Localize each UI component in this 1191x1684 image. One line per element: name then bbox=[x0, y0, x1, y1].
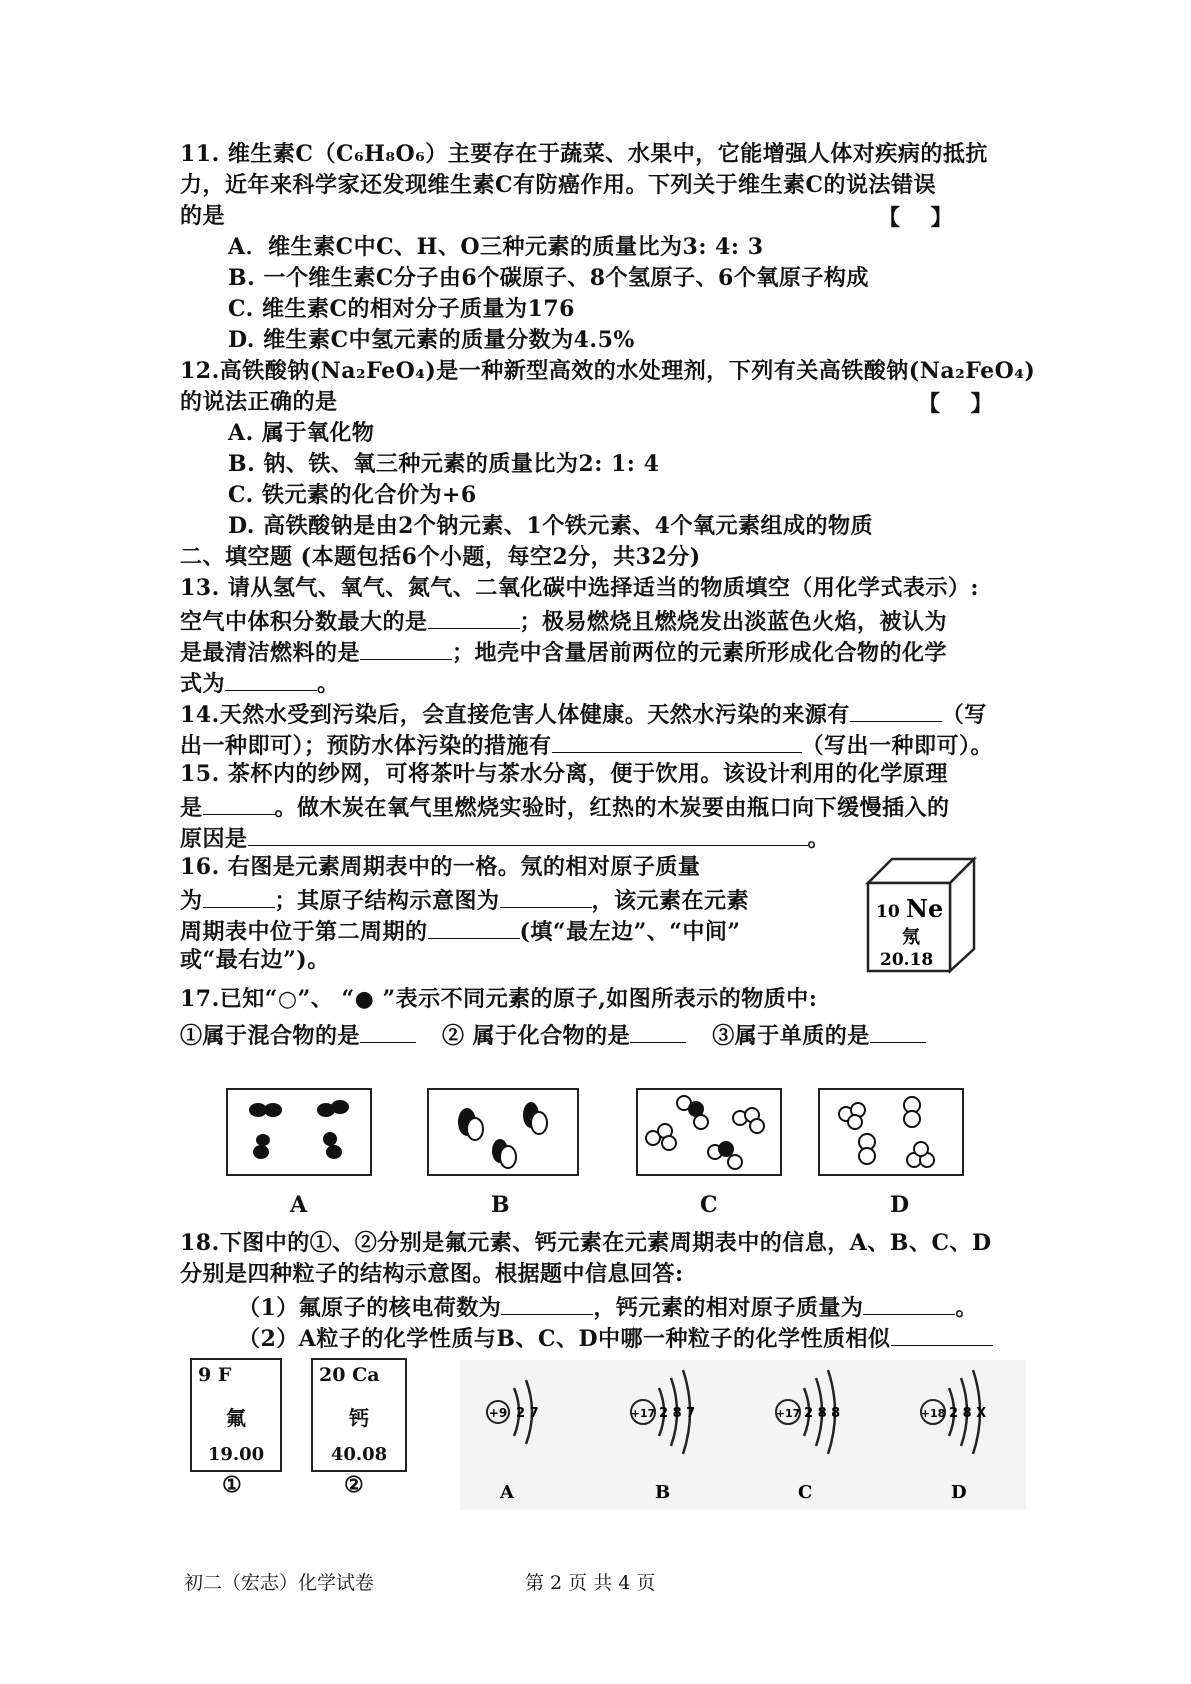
q18-line-2: 分别是四种粒子的结构示意图。根据题中信息回答: bbox=[180, 1261, 684, 1287]
q16-line-2: 为 ；其原子结构示意图为 ，该元素在元素 bbox=[180, 883, 749, 916]
neon-element-cube bbox=[864, 855, 979, 975]
q12-line-1: 12.高铁酸钠(Na₂FeO₄)是一种新型高效的水处理剂，下列有关高铁酸钠(Na₂FeO₄) bbox=[180, 358, 1036, 384]
svg-text:2 8 X: 2 8 X bbox=[949, 1406, 987, 1421]
element-name: 氖 bbox=[902, 927, 920, 948]
q17-line-2: ①属于混合物的是 ② 属于化合物的是 ③属于单质的是 bbox=[180, 1018, 926, 1051]
answer-bracket: 【 】 bbox=[878, 205, 953, 231]
atomic-mass: 20.18 bbox=[880, 950, 934, 970]
molecule-box-d bbox=[818, 1088, 964, 1176]
option-c: C. 铁元素的化合价为+6 bbox=[228, 482, 477, 508]
answer-blank[interactable] bbox=[500, 883, 592, 908]
section-heading: 二、填空题 (本题包括6个小题，每空2分，共32分) bbox=[180, 544, 701, 570]
answer-blank[interactable] bbox=[428, 604, 520, 629]
footer-exam-title: 初二（宏志）化学试卷 bbox=[184, 1572, 375, 1594]
answer-blank[interactable] bbox=[630, 1018, 686, 1043]
option-c: C. 维生素C的相对分子质量为176 bbox=[228, 296, 575, 322]
q16-line-4: 或“最右边”)。 bbox=[180, 947, 330, 973]
svg-text:+18: +18 bbox=[920, 1407, 946, 1420]
svg-text:D: D bbox=[951, 1482, 967, 1503]
svg-text:2 8 8: 2 8 8 bbox=[804, 1406, 841, 1421]
svg-text:A: A bbox=[500, 1482, 514, 1503]
svg-text:+17: +17 bbox=[775, 1407, 801, 1420]
particle-diagrams bbox=[460, 1360, 1026, 1510]
molecule-box-c bbox=[636, 1088, 782, 1176]
q13-line-2: 空气中体积分数最大的是 ；极易燃烧且燃烧发出淡蓝色火焰，被认为 bbox=[180, 604, 947, 637]
answer-blank[interactable] bbox=[225, 666, 317, 691]
q18-sub-1: （1）氟原子的核电荷数为 ，钙元素的相对原子质量为 。 bbox=[238, 1290, 978, 1323]
option-a: A. 属于氧化物 bbox=[228, 420, 375, 446]
diagram-label-d: D bbox=[890, 1192, 910, 1218]
q14-line-2: 出一种即可）；预防水体污染的措施有 （写出一种即可）。 bbox=[180, 728, 993, 761]
answer-blank[interactable] bbox=[501, 1290, 593, 1315]
answer-blank[interactable] bbox=[360, 635, 452, 660]
q16-line-3: 周期表中位于第二周期的 (填“最左边”、“中间” bbox=[180, 914, 741, 947]
q11-line-2: 力，近年来科学家还发现维生素C有防癌作用。下列关于维生素C的说法错误 bbox=[180, 172, 937, 198]
answer-blank[interactable] bbox=[360, 1018, 416, 1043]
q18-sub-2: （2）A粒子的化学性质与B、C、D中哪一种粒子的化学性质相似 bbox=[238, 1321, 993, 1354]
q11-line-3: 的是 bbox=[180, 203, 226, 229]
svg-text:B: B bbox=[655, 1482, 671, 1503]
answer-blank[interactable] bbox=[891, 1321, 993, 1346]
svg-text:2 8 7: 2 8 7 bbox=[659, 1406, 696, 1421]
q13-line-4: 式为 。 bbox=[180, 666, 340, 699]
answer-blank[interactable] bbox=[552, 728, 802, 753]
molecule-box-b bbox=[427, 1088, 579, 1176]
diagram-label-c: C bbox=[700, 1192, 718, 1218]
answer-bracket: 【 】 bbox=[918, 391, 993, 417]
q13-line-3: 是最清洁燃料的是 ；地壳中含量居前两位的元素所形成化合物的化学 bbox=[180, 635, 947, 668]
q15-line-1: 15. 茶杯内的纱网，可将茶叶与茶水分离，便于饮用。该设计利用的化学原理 bbox=[180, 761, 948, 787]
cell-mark-2: ② bbox=[344, 1472, 364, 1498]
option-b: B. 钠、铁、氧三种元素的质量比为2: 1: 4 bbox=[228, 451, 660, 477]
q14-line-1: 14.天然水受到污染后，会直接危害人体健康。天然水污染的来源有 （写 bbox=[180, 697, 987, 730]
calcium-element-cell: 20 Ca 钙 40.08 bbox=[311, 1358, 407, 1472]
element-symbol: Ne bbox=[906, 894, 944, 923]
answer-blank[interactable] bbox=[428, 914, 520, 939]
q17-line-1: 17.已知“○”、 “● ”表示不同元素的原子,如图所表示的物质中: bbox=[180, 986, 818, 1012]
diagram-label-a: A bbox=[290, 1192, 308, 1218]
diagram-label-b: B bbox=[491, 1192, 510, 1218]
atomic-number: 10 bbox=[876, 902, 900, 922]
cell-mark-1: ① bbox=[222, 1472, 242, 1498]
answer-blank[interactable] bbox=[870, 1018, 926, 1043]
option-a: A．维生素C中C、H、O三种元素的质量比为3: 4: 3 bbox=[228, 234, 764, 260]
footer-page-number: 第 2 页 共 4 页 bbox=[525, 1572, 656, 1594]
answer-blank[interactable] bbox=[203, 790, 275, 815]
svg-text:+17: +17 bbox=[630, 1407, 656, 1420]
answer-blank[interactable] bbox=[850, 697, 942, 722]
answer-blank[interactable] bbox=[203, 883, 275, 908]
fluorine-element-cell: 9 F 氟 19.00 bbox=[190, 1358, 282, 1472]
molecule-box-a bbox=[226, 1088, 372, 1176]
q12-line-2: 的说法正确的是 bbox=[180, 389, 338, 415]
q16-line-1: 16. 右图是元素周期表中的一格。氖的相对原子质量 bbox=[180, 854, 701, 880]
option-d: D. 维生素C中氢元素的质量分数为4.5% bbox=[228, 327, 635, 353]
answer-blank[interactable] bbox=[248, 821, 808, 846]
option-d: D. 高铁酸钠是由2个钠元素、1个铁元素、4个氧元素组成的物质 bbox=[228, 513, 874, 539]
q11-line-1: 11. 维生素C（C₆H₈O₆）主要存在于蔬菜、水果中，它能增强人体对疾病的抵抗 bbox=[180, 141, 988, 167]
q18-line-1: 18.下图中的①、②分别是氟元素、钙元素在元素周期表中的信息，A、B、C、D bbox=[180, 1230, 992, 1256]
svg-text:+9: +9 bbox=[488, 1406, 508, 1420]
answer-blank[interactable] bbox=[863, 1290, 955, 1315]
svg-text:C: C bbox=[798, 1482, 813, 1503]
svg-text:2 7: 2 7 bbox=[516, 1406, 539, 1421]
q13-line-1: 13. 请从氢气、氧气、氮气、二氧化碳中选择适当的物质填空（用化学式表示）: bbox=[180, 575, 980, 601]
q15-line-2: 是 。做木炭在氧气里燃烧实验时，红热的木炭要由瓶口向下缓慢插入的 bbox=[180, 790, 950, 823]
q15-line-3: 原因是 。 bbox=[180, 821, 830, 854]
option-b: B. 一个维生素C分子由6个碳原子、8个氢原子、6个氧原子构成 bbox=[228, 265, 869, 291]
